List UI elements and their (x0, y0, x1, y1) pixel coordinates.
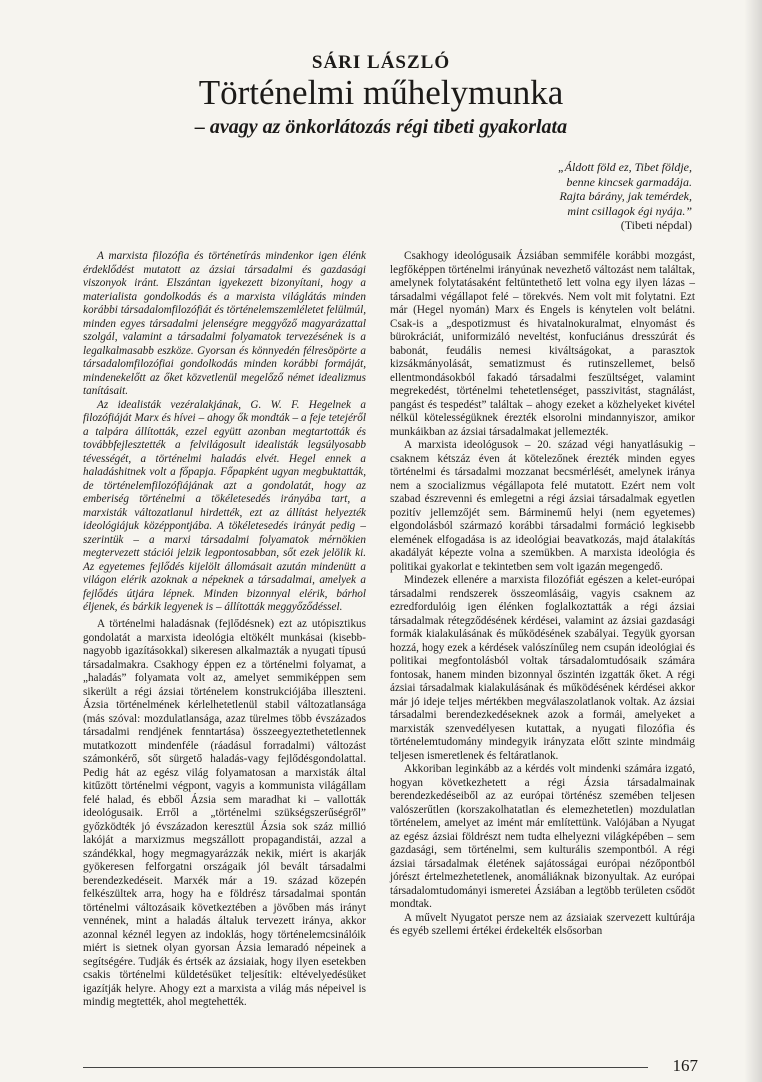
epigraph-line: benne kincsek garmadája. (566, 174, 692, 189)
body-paragraph: Akkoriban leginkább az a kérdés volt mindenki számára izgató, hogyan következhetett a régi Ázsia társadalmainak berendezkedéseiből az az európai történész szemében teljesen valószerűtlen (korszakolhatatlan és elemezhetetlen) mozdulatlan történelem, amelyet az imént már említettünk. Valójában a Nyugat az egész ázsiai földrészt nem tudta elhelyezni világképében – sem gazdasági, sem történelmi, sem kulturális szempontból. A régi ázsiai társadalmak életének sajátosságai európai nézőpontból jórészt értelmezhetetlenek, anomáliáknak bizonyultak. Az európai társadalomtudományi ismeretei Ázsiában a legtöbb területen csődöt mondtak. (390, 763, 695, 910)
abstract-paragraph: Az idealisták vezéralakjának, G. W. F. Hegelnek a filozófiáját Marx és hívei – ahogy ők mondták – a feje tetejéről a talpára állították, ezzel együtt azonban megtartották és továbbfejlesztették a felvilágosult idealisták legsúlyosabb tévességét, a történelmi haladás elvét. Hegel ennek a haladáshitnek volt a főpapja. Főpapként ugyan megbuktatták, de történelemfilozófiájának azt a gondolatát, hogy az emberiség történelmi a tökéletesedés irányába tart, a marxisták változatlanul hirdették, ezt az állítást helyezték ideológiájuk középpontjába. A tökéletesedés irányát pedig – szerintük – a marxi társadalmi folyamatok mérnökien megtervezett stációi jelzik legpontosabban, sőt ezek jelölik ki. Az egyetemes fejlődés kijelölt állomásait azután mindenütt a világon elérik azoknak a népeknek a társadalmai, amelyek a fejlődés útjára lépnek. Minden bizonnyal elérik, bárhol éljenek, és bárkik legyenek is – állították meggyőződéssel. (83, 398, 366, 613)
author-name: SÁRI LÁSZLÓ (311, 52, 451, 73)
left-body-column (83, 618, 366, 1010)
body-paragraph: Mindezek ellenére a marxista filozófiát egészen a kelet-európai társadalmi rendszerek összeomlásáig, vagyis csaknem az ezredfordulóig igen élénken foglalkoztatták a régi ázsiai társadalmak rétegződésének kérdései, valamint az ázsiai gazdasági formák kialakulásának és működésének szabályai. Tegyük gyorsan hozzá, hogy ezek a kérdések valószínűleg nem csupán ideológiai és politikai megfontolásból voltak társadalomtudósaik számára fontosak, hanem minden bizonnyal őszintén izgatták őket. A régi ázsiai társadalmak kialakulásának és működésének kérdései akkor már jó ideje teljes mértékben megválaszolatlanok voltak. Az ázsiai társadalmi berendezkedéseknek azok a formái, amelyeket a marxisták szenvedélyesen kutattak, a nyugati filozófia és történelemtudomány mindegyik irányzata előtt szinte mindmáig teljesen ismeretlenek és feltáratlanok. (390, 574, 695, 762)
epigraph-line: „Áldott föld ez, Tibet földje, (557, 160, 692, 174)
body-paragraph: A marxista ideológusok – 20. század végi hanyatlásukig – csaknem kétszáz éven át kötelezőnek érezték minden egyes történelmi és társadalmi mozzanat becsmérlését, amelynek iránya nem a szocializmus végállapota felé mutatott. Ezért nem volt szabad észrevenni és emlegetni a régi ázsiai társadalmak egyetlen pozitív jellemzőjét sem. Bárminemű helyi (nem egyetemes) elgondolásból származó korábbi társadalmi formáció legkisebb elemének elfogadása is az ideológiai beavatkozás, majd átalakítás akadályát képezte volna a szemükben. A marxista ideológia és politikai gyakorlat e tekintetben sem volt igazán megengedő. (390, 439, 695, 573)
epigraph (430, 160, 692, 233)
abstract-paragraph: A marxista filozófia és történetírás mindenkor igen élénk érdeklődést mutatott az ázsiai társadalmi és gazdasági viszonyok iránt. Elszántan igyekezett bizonyítani, hogy a materialista gondolkodás és a marxista világlátás minden korábbi társadalomfilozófiát és történelemszemléletet felülmúl, minden egyes társadalmi jelenségre meggyőző magyarázattal szolgál, valamint a társadalmi folyamatok tervezésének is a legalkalmasabb eszköze. Gyorsan és könnyedén félresöpörte a társadalomfilozófiai gondolkodás minden korábbi formáját, mindenekelőtt az őket közvetlenül megelőző német idealizmus tanításait. (83, 250, 366, 397)
article-subtitle: – avagy az önkorlátozás régi tibeti gyakorlata (194, 116, 568, 138)
epigraph-line: mint csillagok égi nyája.” (567, 203, 692, 218)
right-body-column (390, 250, 695, 939)
body-paragraph: Csakhogy ideológusaik Ázsiában semmiféle korábbi mozgást, legfőképpen történelmi irányúnak nevezhető változást nem találtak, amelynek folytatásaként feltüntethető lett volna egy ilyen lázas – társadalmi végállapot felé – törekvés. Nem volt mit folytatni. Ezt már (Hegel nyomán) Marx és Engels is kénytelen volt belátni. Csak-is a „despotizmust és hivatalnokuralmat, elnyomást és bürokráciát, uniformizáló neveltést, konfuciánus dresszúrát és babonát, feudális nemesi kiváltságokat, a parasztok kizsákmányolását, sematizmust és rutinszellemet, belső ellentmondásokból fakadó társadalmi feszültséget, valamint megrekedést, történelmi tehetetlenséget, passzivitást, stagnálást, pangást és tespedést” találtak – ahogy ezeket a közhelyeket kivétel nélkül kötelességüknek érezték elsorolni mindannyiszor, amikor munkáikban az ázsiai társadalmakat jellemezték. (390, 250, 695, 438)
body-paragraph: A történelmi haladásnak (fejlődésnek) ezt az utópisztikus gondolatát a marxista ideológia eltökélt munkásai (kisebb-nagyobb igazításokkal) sikeresen alkalmazták a nyugati típusú társadalmakra. Csakhogy éppen ez a történelmi folyamat, a „haladás” folyamata volt az, amelyet semmiképpen sem sikerült a régi ázsiai történelem konstrukciójába illeszteni. Ázsia történelmének kérlelhetetlenül stabil változatlansága (más szóval: mozdulatlansága, azaz türelmes több évszázados társadalmi rendjének fenntartása) összeegyeztethetetlennek mutatkozott mindenféle (ráadásul forradalmi) változást számonkérő, sőt sürgető haladás-vagy fejlődésgondolattal. Pedig hát az egész világ folyamatosan a marxisták által kitűzött történelmi végpont, vagyis a kommunista világállam felé halad, és ebből Ázsia sem maradhat ki – vallották ideológusaik. Erről a „történelmi szükségszerűségről” győzködték jó évszázadon keresztül Ázsia sok száz millió lakóját a marxizmus megszállott propagandistái, azzal a szándékkal, hogy megmagyarázzák nekik, miért is akarják gyökeresen felforgatni országaik jól bevált társadalmi berendezkedéseit. Marxék már a 19. század közepén felkészültek arra, hogy ha e földrész társadalmai spontán történelmi változásaik következtében a jövőben más irányt vennének, mint a haladás általuk tervezett iránya, akkor azonnal kéznél legyen az indoklás, hogy történelemcsinálóik miért is sietnek olyan gyorsan Ázsia lemaradó népeinek a segítségére. Tudják és értsék az ázsiaiak, hogy ilyen esetekben csakis történelmi küldetésüket teljesítik: eltévelyedésüket igazítják helyre. Ahogy ezt a marxista a világ más népeivel is mindig megtették, ahol megtehették. (83, 618, 366, 1008)
page-edge-shadow (744, 0, 762, 1082)
body-paragraph: A művelt Nyugatot persze nem az ázsiaiak szervezett kultúrája és egyéb szellemi értékei érdekelték elsősorban (390, 911, 695, 937)
footer-rule (83, 1067, 648, 1068)
epigraph-line: Rajta bárány, jak temérdek, (559, 189, 692, 203)
page-number: 167 (672, 1056, 698, 1075)
abstract-column (83, 250, 366, 615)
article-title: Történelmi műhelymunka (198, 73, 564, 112)
epigraph-source: (Tibeti népdal) (620, 218, 692, 232)
